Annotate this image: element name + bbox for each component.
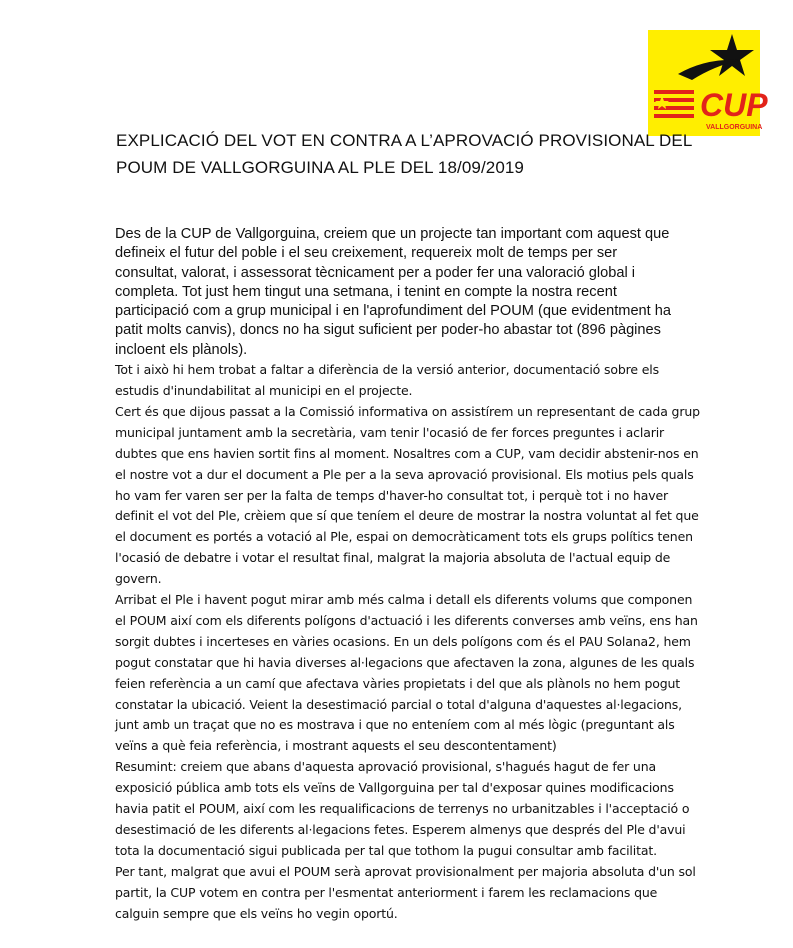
intro-line: patit molts canvis), doncs no ha sigut suficient per poder-ho abastar tot (896 pàgines	[115, 322, 661, 339]
body-line: el POUM així com els diferents polígons d'actuació i les diferents converses amb veïns, ens han	[115, 612, 698, 628]
intro-line: defineix el futur del poble i el seu creixement, requereix molt de temps per ser	[115, 245, 618, 262]
body-line: el nostre vot a dur el document a Ple per a la seva aprovació provisional. Els motius pels quals	[115, 466, 694, 482]
body-line: Arribat el Ple i havent pogut mirar amb més calma i detall els diferents volums que componen	[115, 592, 693, 608]
body-line: calguin sempre que els veïns ho vegin oportú.	[115, 905, 398, 921]
body-line: pogut constatar que hi havia diverses al·legacions que afectaven la zona, algunes de les quals	[115, 654, 695, 670]
body-text	[115, 360, 700, 924]
document-body	[115, 225, 700, 925]
document-title	[116, 127, 716, 181]
body-line: definit el vot del Ple, crèiem que sí que teníem el deure de mostrar la nostra voluntat al fet que	[115, 508, 699, 524]
body-line: feien referència a un camí que afectava vàries propietats i del que als plànols no hem pogut	[115, 675, 681, 691]
body-line: Resumint: creiem que abans d'aquesta aprovació provisional, s'hagués hagut de fer una	[115, 759, 656, 775]
body-line: veïns a què feia referència, i mostrant aquests el seu descontentament)	[115, 738, 557, 754]
body-line: junt amb un traçat que no es mostrava i que no enteníem com al més lògic (preguntant als	[115, 717, 675, 733]
body-line: sorgit dubtes i incerteses en vàries ocasions. En un dels polígons com és el PAU Solana2, hem	[115, 633, 691, 649]
body-line: govern.	[115, 571, 162, 587]
intro-line: Des de la CUP de Vallgorguina, creiem que un projecte tan important com aquest que	[115, 226, 670, 242]
title-line: EXPLICACIÓ DEL VOT EN CONTRA A L’APROVACIÓ PROVISIONAL DEL	[116, 131, 693, 150]
body-line: exposició pública amb tots els veïns de Vallgorguina per tal d'exposar quines modificacions	[115, 780, 674, 796]
body-line: desestimació de les diferents al·legacions fetes. Esperem almenys que després del Ple d'avui	[115, 822, 686, 838]
cup-vallgorguina-logo	[648, 30, 768, 136]
body-line: el document es portés a votació al Ple, espai on democràticament tots els grups polítics tenen	[115, 529, 693, 545]
intro-paragraph	[115, 225, 695, 360]
body-line: Per tant, malgrat que avui el POUM serà aprovat provisionalment per majoria absoluta d'un sol	[115, 863, 696, 879]
logo-text: CUP	[700, 87, 768, 123]
body-line: Tot i això hi hem trobat a faltar a diferència de la versió anterior, documentació sobre els	[115, 362, 659, 378]
body-line: Cert és que dijous passat a la Comissió informativa on assistírem un representant de cada grup	[115, 403, 700, 419]
body-line: constatar la ubicació. Veient la desestimació parcial o total d'alguna d'aquestes al·legacions,	[115, 696, 682, 712]
logo-subtext: VALLGORGUINA	[706, 124, 763, 131]
body-line: estudis d'inundabilitat al municipi en el projecte.	[115, 382, 413, 398]
body-line: dubtes que ens havien sortit fins al moment. Nosaltres com a CUP, vam decidir abstenir-nos en	[115, 445, 699, 461]
body-line: l'ocasió de debatre i votar el resultat final, malgrat la majoria absoluta de l'actual equip de	[115, 550, 671, 566]
intro-line: completa. Tot just hem tingut una setmana, i tenint en compte la nostra recent	[115, 283, 617, 300]
title-line: POUM DE VALLGORGUINA AL PLE DEL 18/09/2019	[116, 158, 524, 177]
body-line: tota la documentació sigui publicada per tal que tothom la pugui consultar amb facilitat.	[115, 842, 657, 858]
body-line: ho vam fer varen ser per la falta de temps d'haver-ho consultat tot, i perquè tot i no haver	[115, 487, 669, 503]
intro-line: consultat, valorat, i assessorat tècnicament per a poder fer una valoració global i	[115, 264, 635, 281]
cup-logo-graphic	[648, 30, 768, 136]
body-line: havia patit el POUM, així com les requalificacions de terrenys no urbanitzables i l'acceptació o	[115, 801, 690, 817]
body-line: partit, la CUP votem en contra per l'esmentat anteriorment i farem les reclamacions que	[115, 884, 658, 900]
intro-line: incloent els plànols).	[115, 341, 248, 358]
intro-line: participació com a grup municipal i en l'aprofundiment del POUM (que evidentment ha	[115, 303, 672, 320]
body-line: municipal juntament amb la secretària, vam tenir l'ocasió de fer forces preguntes i aclarir	[115, 424, 665, 440]
